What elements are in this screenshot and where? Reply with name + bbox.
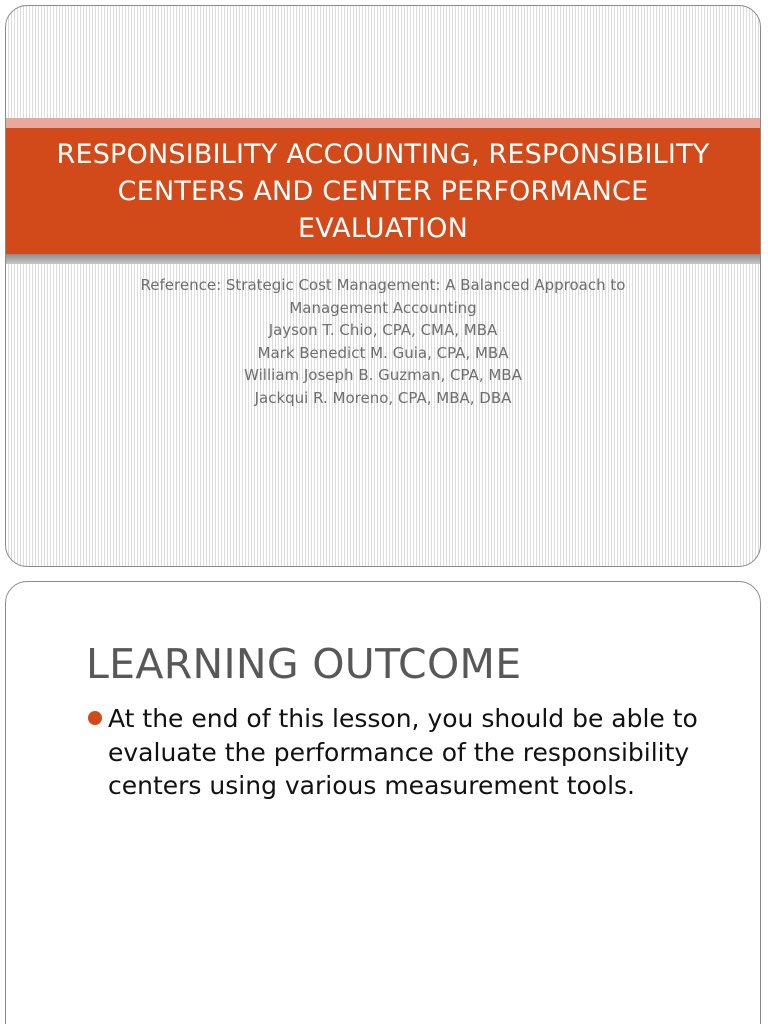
author-line: Mark Benedict M. Guia, CPA, MBA bbox=[257, 343, 509, 362]
bullet-item bbox=[86, 702, 706, 803]
slide-heading: LEARNING OUTCOME bbox=[86, 640, 522, 688]
bullet-text: At the end of this lesson, you should be able to evaluate the performance of the responsibility centers using various measurement tools. bbox=[108, 704, 698, 800]
title-band-shadow bbox=[6, 254, 760, 264]
author-line: Jayson T. Chio, CPA, CMA, MBA bbox=[268, 321, 498, 339]
author-line: William Joseph B. Guzman, CPA, MBA bbox=[244, 366, 522, 384]
learning-outcome-slide bbox=[5, 581, 761, 1024]
title-slide bbox=[5, 5, 761, 567]
title-band-top-accent bbox=[6, 118, 760, 128]
title-band bbox=[6, 128, 760, 254]
slide-title: RESPONSIBILITY ACCOUNTING, RESPONSIBILITY CENTERS AND CENTER PERFORMANCE EVALUATION bbox=[56, 138, 710, 244]
subtitle-block bbox=[6, 274, 760, 409]
bullet-dot-icon bbox=[88, 711, 102, 725]
reference-line: Reference: Strategic Cost Management: A Balanced Approach to Management Accounting bbox=[140, 276, 626, 317]
author-line: Jackqui R. Moreno, CPA, MBA, DBA bbox=[254, 388, 512, 407]
bullet-list bbox=[86, 702, 706, 803]
